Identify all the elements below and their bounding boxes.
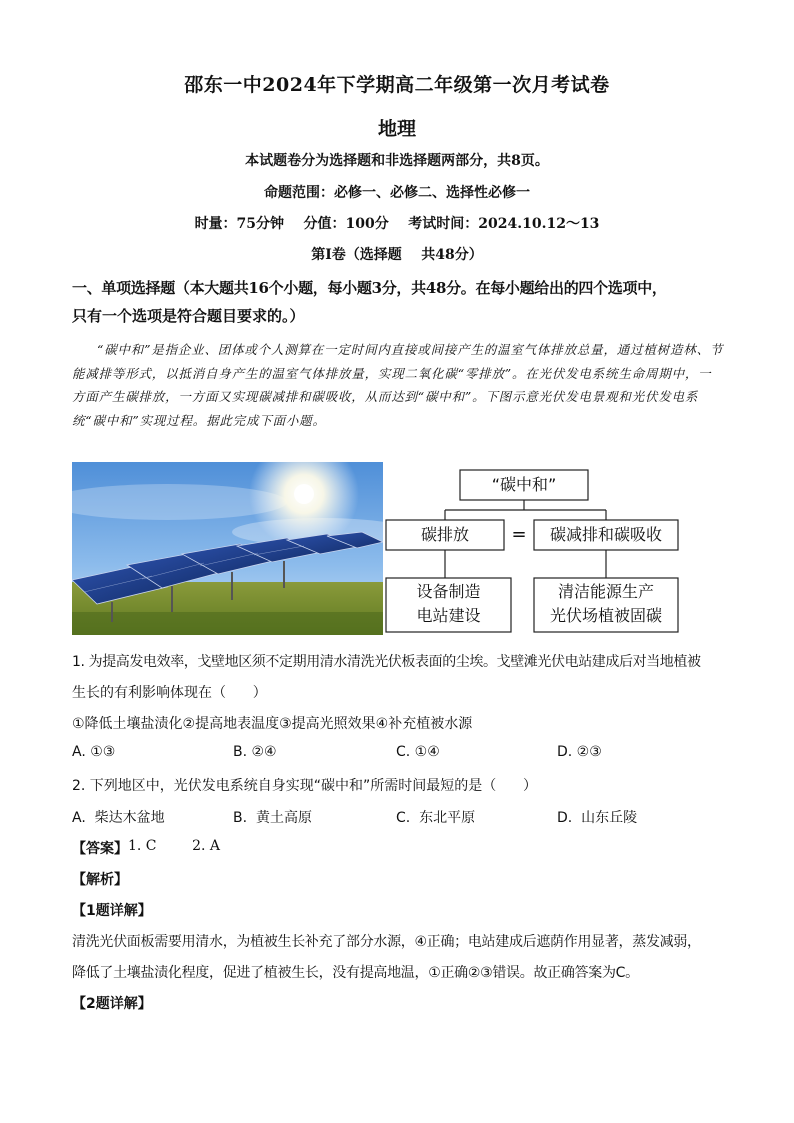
answer-value: 1. C 2. A bbox=[128, 838, 221, 854]
question-2-option-c[interactable]: C. 东北平原 bbox=[396, 810, 476, 826]
question-1-stem-line1: 1. 为提高发电效率，戈壁地区须不定期用清水清洗光伏板表面的尘埃。戈壁滩光伏电站建成后对当地植被 bbox=[72, 654, 701, 670]
question-2-stem: 2. 下列地区中，光伏发电系统自身实现“碳中和”所需时间最短的是（ ） bbox=[72, 778, 538, 794]
left-box-label: 碳排放 bbox=[420, 525, 469, 544]
detail-1-line2: 降低了土壤盐渍化程度，促进了植被生长，没有提高地温，①正确②③错误。故正确答案为C。 bbox=[72, 965, 639, 981]
section-heading bbox=[72, 274, 732, 330]
question-1-option-d[interactable]: D. ②③ bbox=[557, 744, 602, 760]
equals-sign: = bbox=[511, 524, 527, 545]
analysis-label: 【解析】 bbox=[72, 872, 128, 888]
question-2-option-a[interactable]: A. 柴达木盆地 bbox=[72, 810, 165, 826]
subject-title: 地理 bbox=[377, 118, 416, 140]
solar-panel-photo bbox=[72, 462, 383, 635]
detail-2-label: 【2题详解】 bbox=[72, 996, 152, 1012]
question-1-option-c[interactable]: C. ①④ bbox=[396, 744, 440, 760]
question-1-statements: ①降低土壤盐渍化②提高地表温度③提高光照效果④补充植被水源 bbox=[72, 716, 473, 732]
right-bottom-line1: 清洁能源生产 bbox=[557, 582, 654, 601]
answer-label: 【答案】 bbox=[72, 841, 128, 857]
top-box-label: “碳中和” bbox=[491, 475, 557, 494]
right-bottom-line2: 光伏场植被固碳 bbox=[549, 606, 662, 625]
question-2-option-b[interactable]: B. 黄土高原 bbox=[233, 810, 312, 826]
carbon-neutrality-diagram bbox=[384, 466, 682, 638]
exam-title: 邵东一中2024年下学期高二年级第一次月考试卷 bbox=[184, 74, 610, 96]
part-title: 第Ⅰ卷（选择题 共48分） bbox=[311, 247, 483, 263]
exam-scope: 命题范围：必修一、必修二、选择性必修一 bbox=[264, 185, 530, 201]
solar-panel-illustration bbox=[72, 462, 383, 635]
left-bottom-line2: 电站建设 bbox=[416, 606, 481, 625]
question-2-option-d[interactable]: D. 山东丘陵 bbox=[557, 810, 638, 826]
section-heading-line1: 一、单项选择题（本大题共16个小题，每小题3分，共48分。在每小题给出的四个选项中， bbox=[72, 279, 667, 297]
detail-1-line1: 清洗光伏面板需要用清水，为植被生长补充了部分水源，④正确；电站建成后遮荫作用显著，蒸发减弱， bbox=[72, 934, 701, 950]
exam-time-info: 时量：75分钟 分值：100分 考试时间：2024.10.12～13 bbox=[194, 216, 600, 232]
right-box-label: 碳减排和碳吸收 bbox=[549, 525, 662, 544]
detail-1-text bbox=[72, 927, 728, 989]
detail-1-label: 【1题详解】 bbox=[72, 903, 152, 919]
question-1 bbox=[72, 648, 732, 738]
question-1-stem-line2: 生长的有利影响体现在（ ） bbox=[72, 685, 267, 701]
question-1-option-a[interactable]: A. ①③ bbox=[72, 744, 116, 760]
right-bottom-box-label bbox=[534, 580, 678, 628]
question-1-option-b[interactable]: B. ②④ bbox=[233, 744, 277, 760]
reading-passage: “碳中和”是指企业、团体或个人测算在一定时间内直接或间接产生的温室气体排放总量，通过植树造林、节能减排等形式，以抵消自身产生的温室气体排放量，实现二氧化碳“零排放”。在光伏发电系统生命周期中，一方面产生碳排放，一方面又实现碳减排和碳吸收，从而达到“碳中和”。下图示意光伏发电景观和光伏发电系统“碳中和”实现过程。据此完成下面小题。 bbox=[72, 342, 724, 428]
left-bottom-box-label bbox=[386, 580, 511, 628]
exam-intro: 本试题卷分为选择题和非选择题两部分，共8页。 bbox=[245, 153, 549, 169]
left-bottom-line1: 设备制造 bbox=[416, 582, 481, 601]
section-heading-line2: 只有一个选项是符合题目要求的。） bbox=[72, 307, 305, 325]
